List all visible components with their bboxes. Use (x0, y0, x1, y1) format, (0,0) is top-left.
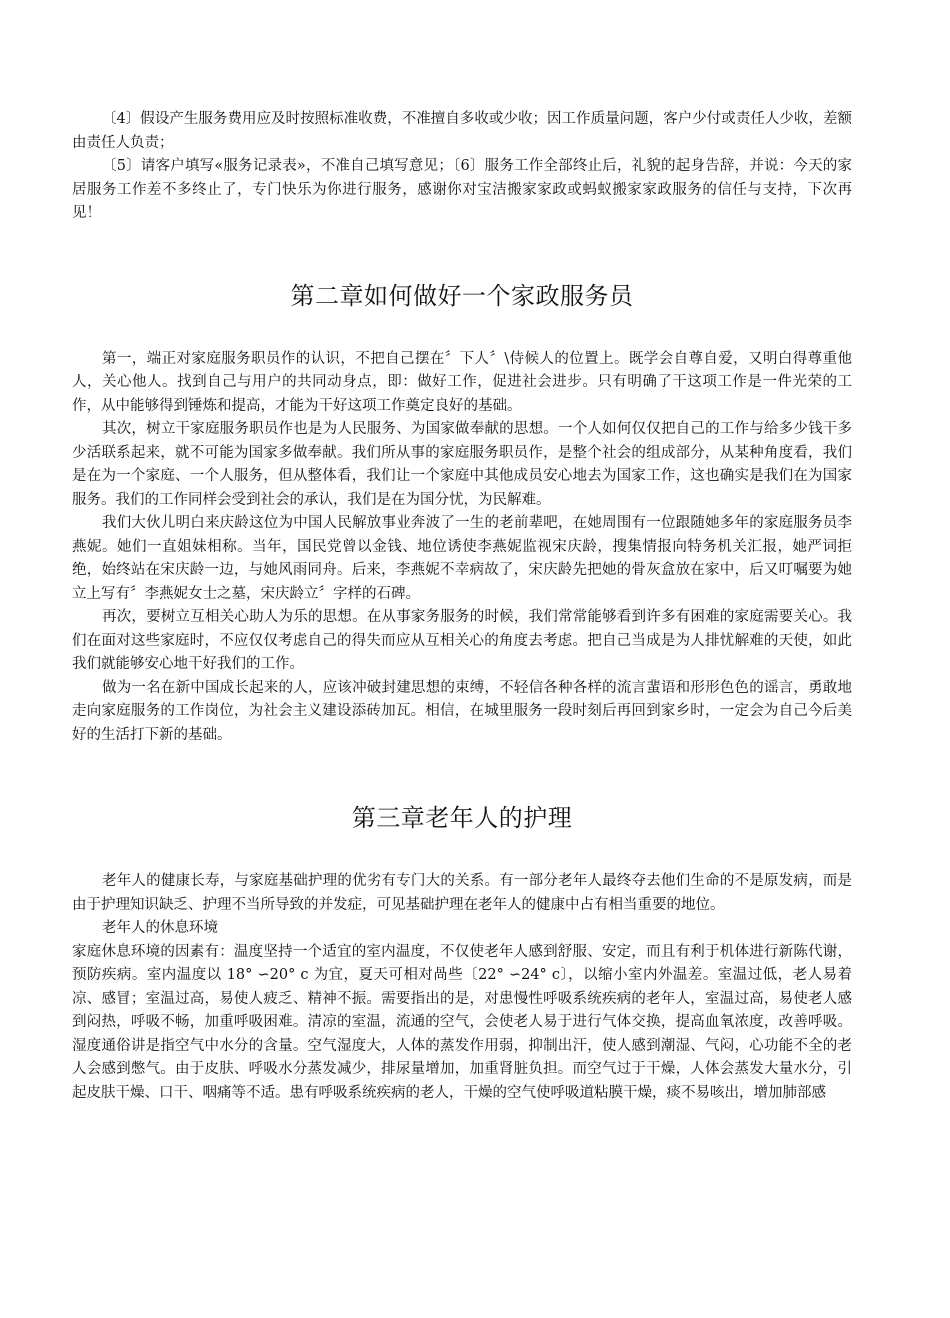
chapter-2-paragraph: 我们大伙儿明白来庆龄这位为中国人民解放事业奔波了一生的老前辈吧，在她周围有一位跟随她多年的家庭服务员李燕妮。她们一直姐妹相称。当年，国民党曾以金钱、地位诱使李燕妮监视宋庆龄，搜集情报向特务机关汇报，她严词拒绝，始终站在宋庆龄一边，与她风雨同舟。后来，李燕妮不幸病故了，宋庆龄先把她的骨灰盒放在家中，后又叮嘱要为她立上写有〞李燕妮女士之墓，宋庆龄立〞字样的石碑。 (72, 515, 852, 602)
chapter-2-title: 第二章如何做好一个家政服务员 (290, 281, 634, 310)
chapter-3-intro: 老年人的健康长寿，与家庭基础护理的优劣有专门大的关系。有一部分老年人最终夺去他们生命的不是原发病，而是由于护理知识缺乏、护理不当所导致的并发症，可见基础护理在老年人的健康中占有相当重要的地位。 (72, 873, 852, 913)
chapter-3-title: 第三章老年人的护理 (351, 804, 573, 832)
chapter-2-paragraph: 其次，树立干家庭服务职员作也是为人民服务、为国家做奉献的思想。一个人如何仅仅把自己的工作与给多少钱干多少活联系起来，就不可能为国家多做奉献。我们所从事的家庭服务职员作，是整个社会的组成部分，从某种角度看，我们是在为一个家庭、一个人服务，但从整体看，我们让一个家庭中其他成员安心地去为国家工作，这也确实是我们在为国家服务。我们的工作同样会受到社会的承认，我们是在为国分忧，为民解难。 (72, 421, 852, 508)
chapter-2-paragraph: 第一，端正对家庭服务职员作的认识，不把自己摆在〞下人〞\侍候人的位置上。既学会自尊自爱，又明白得尊重他人，关心他人。找到自己与用户的共同动身点，即：做好工作，促进社会进步。只有明确了干这项工作是一件光荣的工作，从中能够得到锤炼和提高，才能为干好这项工作奠定良好的基础。 (72, 350, 852, 414)
chapter-2-paragraph: 再次，要树立互相关心助人为乐的思想。在从事家务服务的时候，我们常常能够看到许多有困难的家庭需要关心。我们在面对这些家庭时，不应仅仅考虑自己的得失而应从互相关心的角度去考虑。把自己当成是为人排忧解难的天使，如此我们就能够安心地干好我们的工作。 (72, 609, 852, 672)
chapter-3-body: 家庭休息环境的因素有：温度坚持一个适宜的室内温度，不仅使老年人感到舒服、安定，而且有利于机体进行新陈代谢，预防疾病。室内温度以 18° ∽20° c 为宜，夏天可相对咼些〔22° ∽24° c〕，以缩小室内外温差。室温过低，老人易着凉、感冒；室温过高，易使人疲乏、精神不振。需要指出的是，对患慢性呼吸系统疾病的老年人，室温过高，易使老人感到闷热，呼吸不畅，加重呼吸困难。清凉的室温，流通的空气，会使老人易于进行气体交换，提高血氧浓度，改善呼吸。湿度通俗讲是指空气中水分的含量。空气湿度大，人体的蒸发作用弱，抑制出汗，使人感到潮湿、气闷，心功能不全的老人会感到憋气。由于皮肤、呼吸水分蒸发减少，排尿量增加，加重肾脏负担。而空气过于干燥，人体会蒸发大量水分，引起皮肤干燥、口干、咽痛等不适。患有呼吸系统疾病的老人，干燥的空气使呼吸道粘膜干燥，痰不易咳出，增加肺部感 (72, 943, 852, 1101)
chapter-3-subheading: 老年人的休息环境 (102, 920, 218, 936)
intro-paragraph-2: 〔5〕请客户填写«服务记录表»，不准自己填写意见；〔6〕服务工作全部终止后，礼貌的起身告辞，并说：今天的家居服务工作差不多终止了，专门快乐为你进行服务，感谢你对宝洁搬家家政或蚂蚁搬家家政服务的信任与支持，下次再见！ (72, 158, 852, 221)
intro-paragraph-1: 〔4〕假设产生服务费用应及时按照标准收费，不准擅自多收或少收；因工作质量问题，客户少付或责任人少收，差额由责任人负责； (72, 111, 852, 151)
chapter-2-paragraph: 做为一名在新中国成长起来的人，应该冲破封建思想的束缚，不轻信各种各样的流言蜚语和形形色色的谣言，勇敢地走向家庭服务的工作岗位，为社会主义建设添砖加瓦。相信，在城里服务一段时刻后再回到家乡时，一定会为自己今后美好的生活打下新的基础。 (72, 679, 852, 743)
document-page (72, 108, 852, 1105)
